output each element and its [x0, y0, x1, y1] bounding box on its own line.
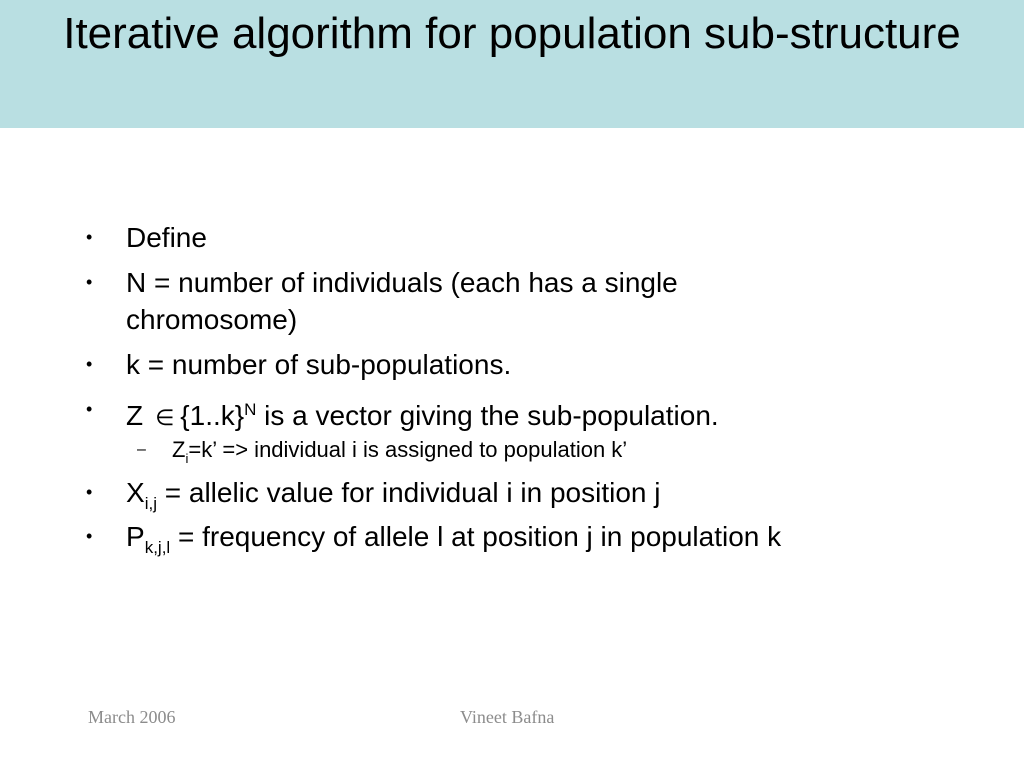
p-subscript: k,j,l [144, 538, 171, 557]
sub-bullet-z-assignment [172, 436, 627, 473]
footer-author: Vineet Bafna [460, 707, 555, 727]
bullet-marker: • [86, 482, 93, 502]
zi-subscript: i [185, 451, 189, 466]
bullet-marker: • [86, 227, 93, 247]
zi-description: =k’ => individual i is assigned to population k’ [188, 437, 628, 462]
bullet-marker: • [86, 399, 93, 419]
p-description: = frequency of allele l at position j in population k [170, 521, 782, 552]
bullet-marker: • [86, 526, 93, 546]
slide-title: Iterative algorithm for population sub-structure [63, 9, 961, 58]
element-of-symbol: ∈ [155, 406, 175, 431]
p-variable: P [126, 521, 145, 552]
x-variable: X [126, 477, 145, 508]
bullet-marker: • [86, 272, 93, 292]
z-description: is a vector giving the sub-population. [256, 400, 719, 431]
z-superscript: N [244, 400, 257, 419]
z-variable: Z [126, 400, 144, 431]
sub-bullet-marker: – [137, 441, 146, 458]
bullet-k-definition: k = number of sub-populations. [126, 349, 512, 380]
bullet-n-definition: N = number of individuals (each has a single chromosome) [126, 267, 678, 335]
bullet-marker: • [86, 354, 93, 374]
bullet-define: Define [126, 222, 207, 253]
bullet-x-definition [126, 474, 986, 522]
zi-variable: Z [172, 437, 186, 462]
x-description: = allelic value for individual i in position j [156, 477, 661, 508]
x-subscript: i,j [144, 494, 157, 513]
footer-date: March 2006 [88, 707, 176, 727]
bullet-p-definition [126, 518, 986, 566]
z-set: {1..k} [180, 400, 245, 431]
title-band [0, 0, 1024, 128]
bullet-z-definition [126, 391, 986, 437]
